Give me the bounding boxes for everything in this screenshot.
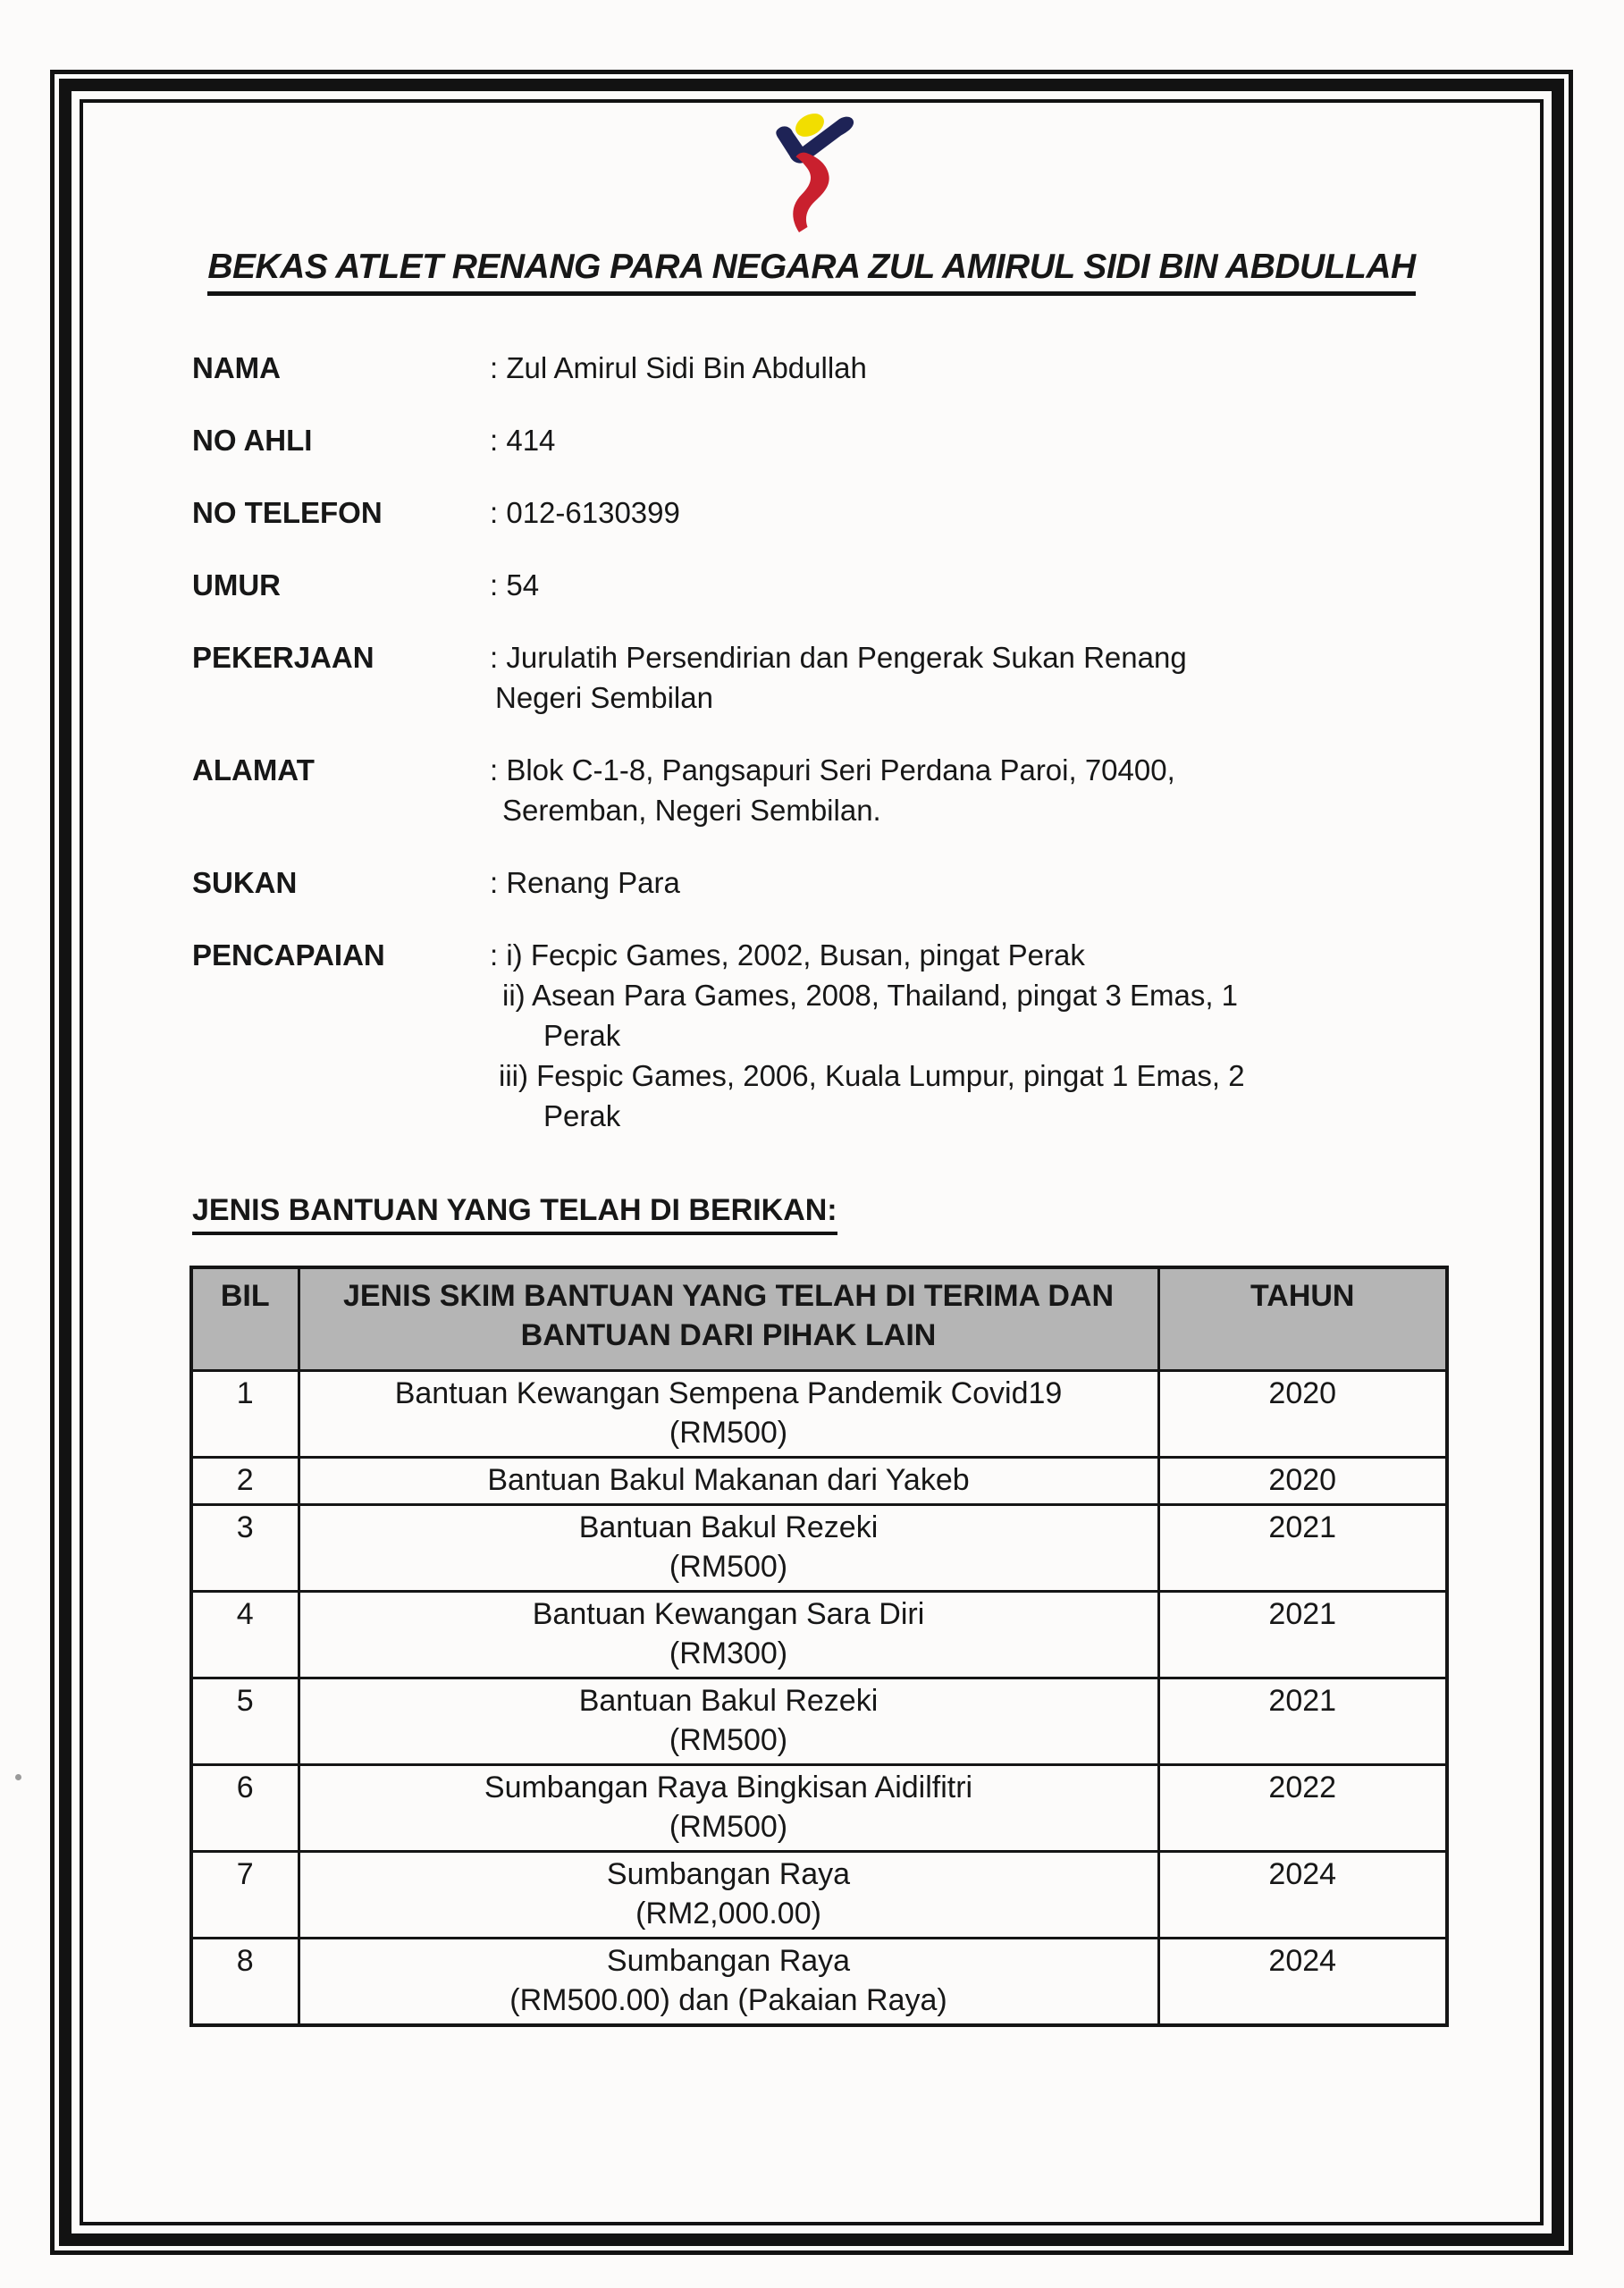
- field-value-line: Perak: [543, 1019, 621, 1052]
- scheme-line: Bantuan Bakul Makanan dari Yakeb: [487, 1463, 970, 1497]
- field-value-line: Negeri Sembilan: [495, 681, 713, 714]
- table-cell-year: 2020: [1158, 1458, 1447, 1505]
- table-cell-bil: 8: [191, 1939, 299, 2026]
- table-cell-year: 2021: [1158, 1505, 1447, 1592]
- table-row: [191, 1939, 1447, 2026]
- sport-figure-logo: [762, 105, 862, 239]
- scheme-line: Bantuan Kewangan Sempena Pandemik Covid19: [394, 1376, 1063, 1410]
- table-cell-year: 2021: [1158, 1592, 1447, 1678]
- table-cell-year: 2024: [1158, 1939, 1447, 2026]
- table-cell-scheme: [299, 1852, 1158, 1939]
- section-heading: JENIS BANTUAN YANG TELAH DI BERIKAN:: [192, 1193, 837, 1235]
- scheme-line: (RM300): [669, 1636, 788, 1670]
- field-label: UMUR: [192, 568, 281, 601]
- scheme-line: (RM500.00) dan (Pakaian Raya): [509, 1983, 947, 2017]
- field-label: SUKAN: [192, 866, 298, 899]
- field-value-line: : Zul Amirul Sidi Bin Abdullah: [490, 351, 867, 384]
- table-row: [191, 1505, 1447, 1592]
- page-title: BEKAS ATLET RENANG PARA NEGARA ZUL AMIRUL SIDI BIN ABDULLAH: [207, 248, 1415, 296]
- field-row-sukan: [192, 862, 1540, 903]
- scheme-line: Bantuan Bakul Rezeki: [578, 1684, 879, 1718]
- field-label: PEKERJAAN: [192, 641, 374, 674]
- field-value-line: Perak: [543, 1099, 621, 1132]
- profile-section: [192, 348, 1540, 1136]
- table-cell-bil: 7: [191, 1852, 299, 1939]
- field-value-line: : 012-6130399: [490, 496, 680, 529]
- field-row-pencapaian: [192, 935, 1540, 1136]
- field-label: NAMA: [192, 351, 281, 384]
- field-value-line: : 414: [490, 424, 556, 457]
- table-header-scheme-line2: BANTUAN DARI PIHAK LAIN: [520, 1318, 937, 1352]
- table-cell-bil: 5: [191, 1678, 299, 1765]
- scheme-line: Sumbangan Raya: [606, 1857, 851, 1891]
- table-header-row: [191, 1267, 1447, 1371]
- aid-table: [189, 1266, 1449, 2027]
- field-row-alamat: [192, 750, 1540, 830]
- scheme-line: (RM2,000.00): [635, 1897, 821, 1930]
- scheme-line: (RM500): [669, 1723, 788, 1757]
- table-cell-bil: 3: [191, 1505, 299, 1592]
- table-row: [191, 1678, 1447, 1765]
- table-cell-scheme: [299, 1505, 1158, 1592]
- table-cell-bil: 4: [191, 1592, 299, 1678]
- table-row: [191, 1592, 1447, 1678]
- scheme-line: (RM500): [669, 1810, 788, 1844]
- field-value-line: iii) Fespic Games, 2006, Kuala Lumpur, pingat 1 Emas, 2: [499, 1059, 1245, 1092]
- table-cell-scheme: [299, 1458, 1158, 1505]
- scheme-line: (RM500): [669, 1550, 788, 1584]
- scan-artifact-dot: [15, 1774, 21, 1780]
- table-cell-scheme: [299, 1371, 1158, 1458]
- field-label: NO TELEFON: [192, 496, 383, 529]
- field-value-line: Seremban, Negeri Sembilan.: [502, 794, 881, 827]
- table-cell-scheme: [299, 1939, 1158, 2026]
- scheme-line: Sumbangan Raya Bingkisan Aidilfitri: [484, 1771, 973, 1804]
- table-cell-scheme: [299, 1765, 1158, 1852]
- field-value-line: : Renang Para: [490, 866, 680, 899]
- table-cell-year: 2022: [1158, 1765, 1447, 1852]
- field-row-no-telefon: [192, 492, 1540, 533]
- table-row: [191, 1765, 1447, 1852]
- field-value-line: : i) Fecpic Games, 2002, Busan, pingat Perak: [490, 938, 1085, 972]
- table-row: [191, 1458, 1447, 1505]
- table-header-scheme-line1: JENIS SKIM BANTUAN YANG TELAH DI TERIMA DAN: [342, 1279, 1115, 1313]
- logo-body: [793, 153, 829, 232]
- page-frame: [50, 70, 1573, 2255]
- field-label: PENCAPAIAN: [192, 938, 385, 972]
- table-row: [191, 1852, 1447, 1939]
- table-cell-year: 2024: [1158, 1852, 1447, 1939]
- field-value-line: : 54: [490, 568, 540, 601]
- scheme-line: Bantuan Kewangan Sara Diri: [532, 1597, 925, 1631]
- scheme-line: Sumbangan Raya: [606, 1944, 851, 1978]
- table-cell-year: 2020: [1158, 1371, 1447, 1458]
- table-header-scheme: [299, 1267, 1158, 1371]
- field-label: NO AHLI: [192, 424, 313, 457]
- field-value-line: ii) Asean Para Games, 2008, Thailand, pingat 3 Emas, 1: [502, 979, 1239, 1012]
- table-cell-bil: 1: [191, 1371, 299, 1458]
- table-cell-bil: 2: [191, 1458, 299, 1505]
- field-label: ALAMAT: [192, 753, 315, 786]
- table-header-bil: BIL: [191, 1267, 299, 1371]
- table-row: [191, 1371, 1447, 1458]
- table-cell-bil: 6: [191, 1765, 299, 1852]
- field-row-pekerjaan: [192, 637, 1540, 718]
- field-row-umur: [192, 565, 1540, 605]
- table-cell-year: 2021: [1158, 1678, 1447, 1765]
- field-row-no-ahli: [192, 420, 1540, 460]
- table-cell-scheme: [299, 1592, 1158, 1678]
- table-cell-scheme: [299, 1678, 1158, 1765]
- field-row-nama: [192, 348, 1540, 388]
- scheme-line: (RM500): [669, 1416, 788, 1450]
- field-value-line: : Jurulatih Persendirian dan Pengerak Sukan Renang: [490, 641, 1187, 674]
- table-header-year: TAHUN: [1158, 1267, 1447, 1371]
- field-value-line: : Blok C-1-8, Pangsapuri Seri Perdana Paroi, 70400,: [490, 753, 1175, 786]
- scheme-line: Bantuan Bakul Rezeki: [578, 1510, 879, 1544]
- page-content: [83, 105, 1540, 2224]
